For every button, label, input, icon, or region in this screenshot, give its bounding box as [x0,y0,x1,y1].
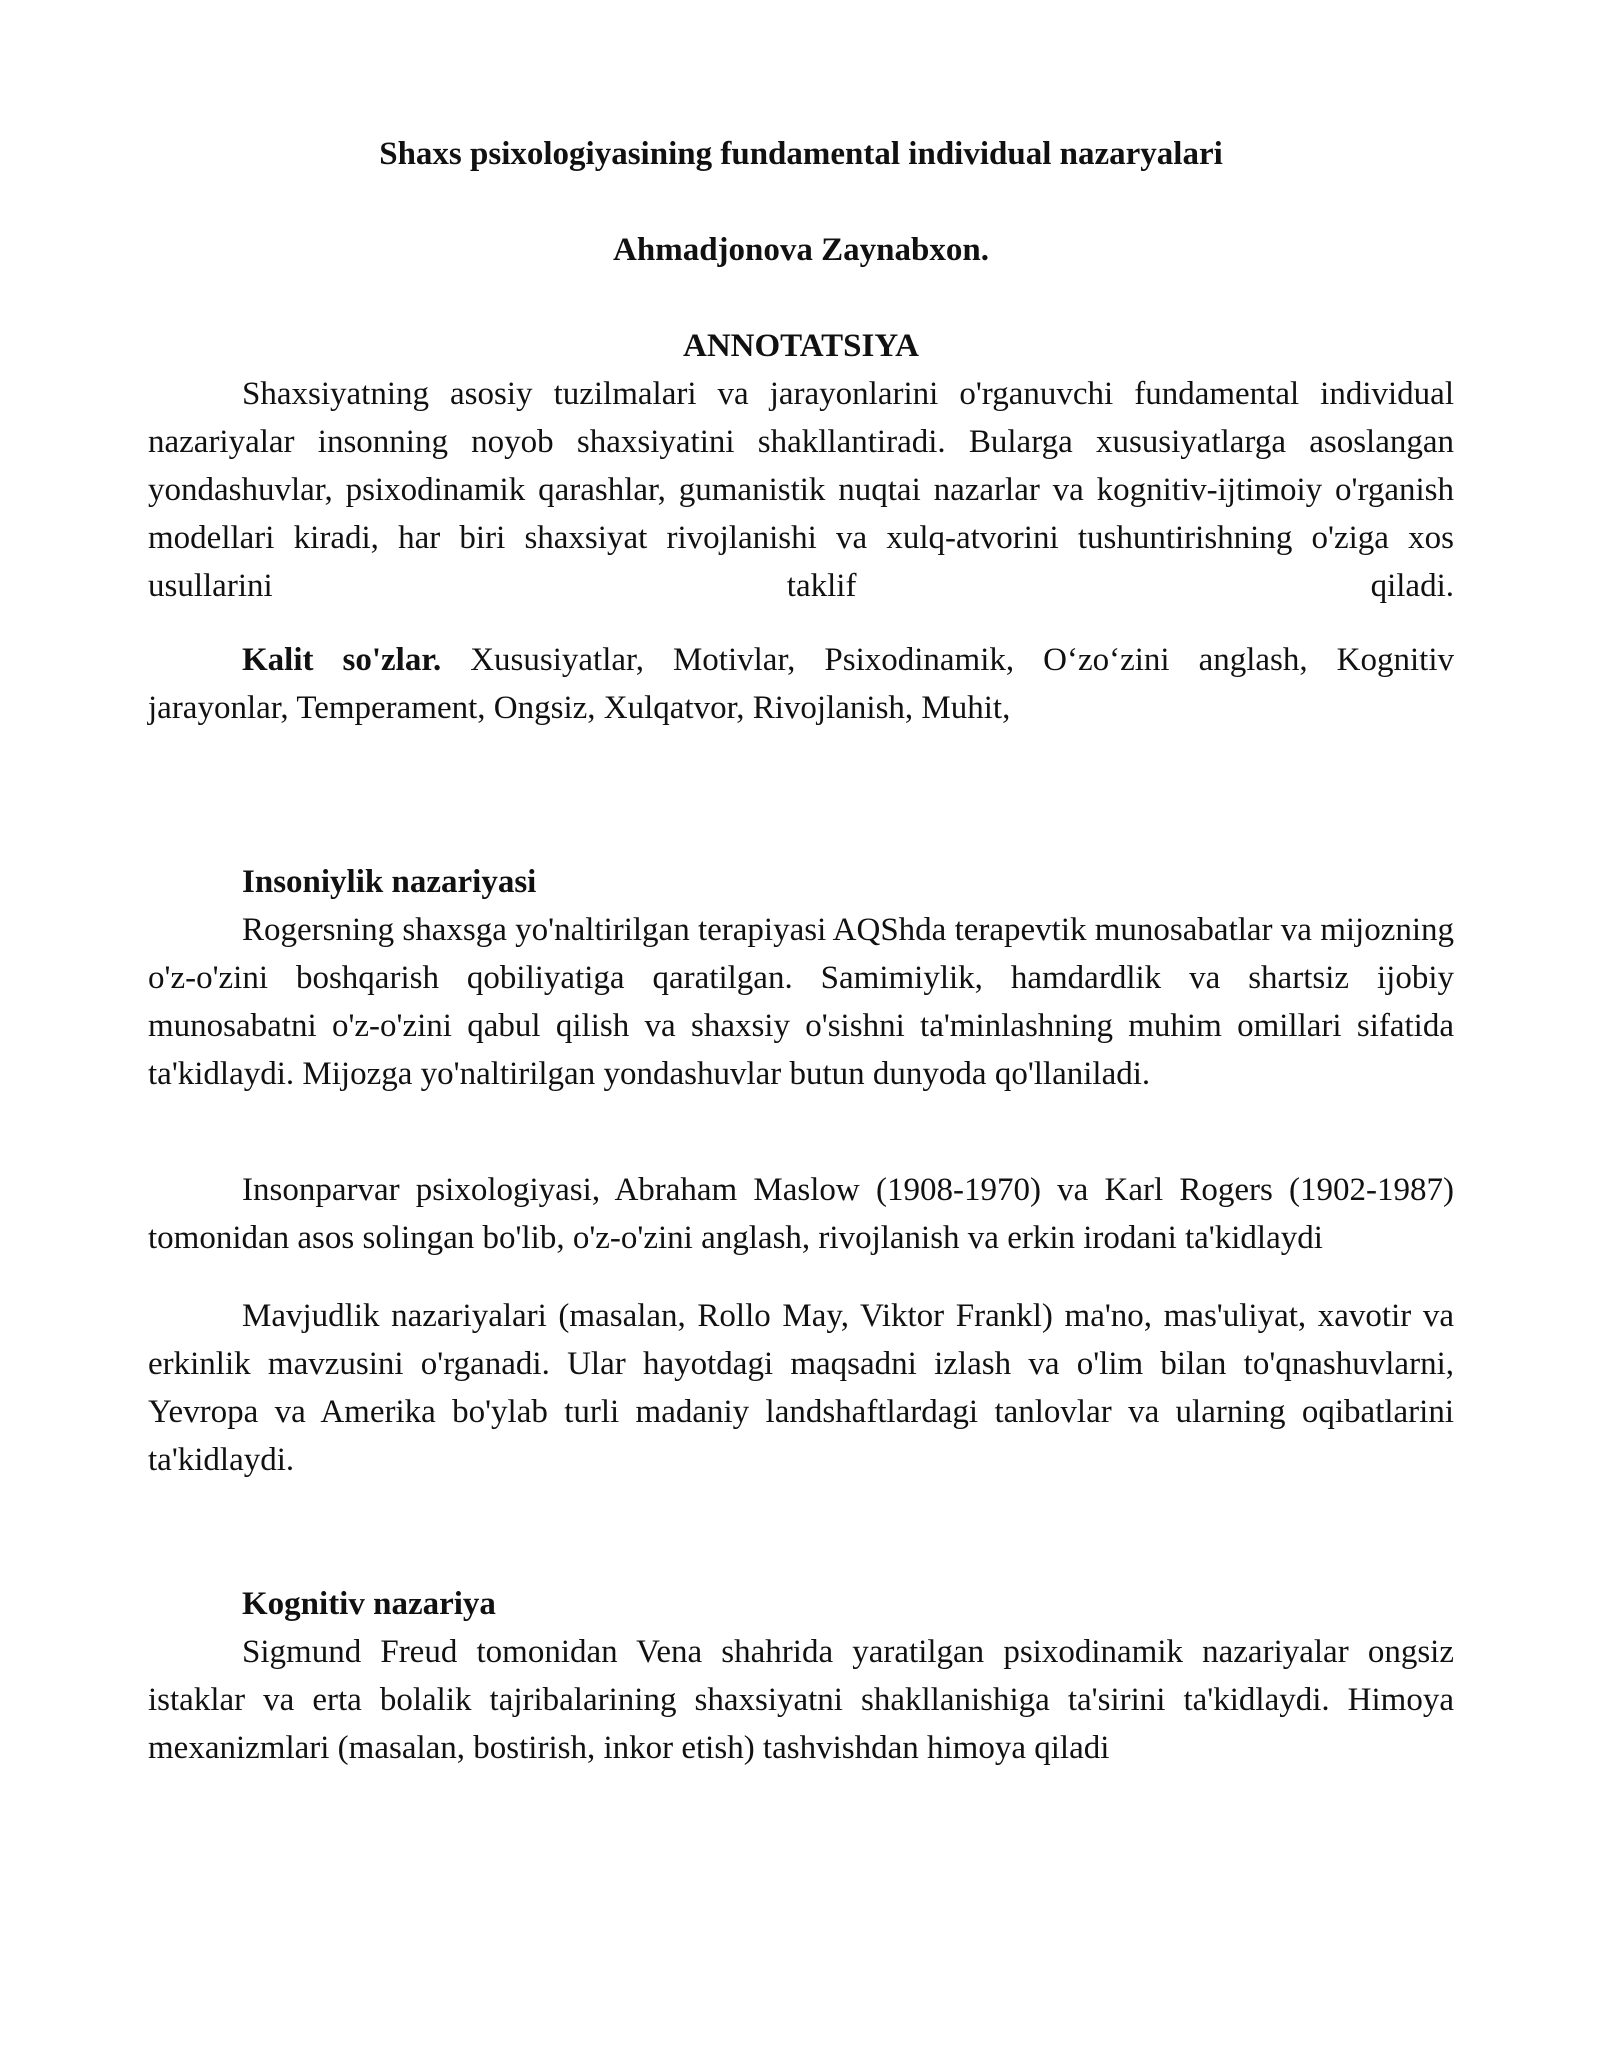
annotation-paragraph: Shaxsiyatning asosiy tuzilmalari va jarayonlarini o'rganuvchi fundamental individual nazariyalar insonning noyob shaxsiyatini shakllantiradi. Bularga xususiyatlarga asoslangan yondashuvlar, psixodinamik qarashlar, gumanistik nuqtai nazarlar va kognitiv-ijtimoiy o'rganish modellari kiradi, har biri shaxsiyat rivojlanishi va xulq-atvorini tushuntirishning o'ziga xos usullarini taklif qiladi. [148,376,1454,604]
document-content [148,130,1454,1772]
section1-paragraph-1: Rogersning shaxsga yo'naltirilgan terapiyasi AQShda terapevtik munosabatlar va mijozning o'z-o'zini boshqarish qobiliyatiga qaratilgan. Samimiylik, hamdardlik va shartsiz ijobiy munosabatni o'z-o'zini qabul qilish va shaxsiy o'sishni ta'minlashning muhim omillari sifatida ta'kidlaydi. Mijozga yo'naltirilgan yondashuvlar butun dunyoda qo'llaniladi. [148,912,1455,1092]
keywords-list: Xususiyatlar, Motivlar, Psixodinamik, O‘zo‘zini anglash, Kognitiv jarayonlar, Temperament, Ongsiz, Xulqatvor, Rivojlanish, Muhit, [148,642,1454,726]
section1-paragraph-2: Insonparvar psixologiyasi, Abraham Maslow (1908-1970) va Karl Rogers (1902-1987) tomonidan asos solingan bo'lib, o'z-o'zini anglash, rivojlanish va erkin irodani ta'kidlaydi [148,1172,1454,1256]
author-name: Ahmadjonova Zaynabxon. [613,232,989,268]
keywords-label: Kalit so'zlar. [242,642,442,678]
document-title: Shaxs psixologiyasining fundamental individual nazaryalari [379,136,1223,172]
annotation-heading: ANNOTATSIYA [683,328,919,364]
keywords-paragraph [148,636,1454,732]
section-heading-insoniylik: Insoniylik nazariyasi [242,864,537,900]
section2-paragraph-1: Sigmund Freud tomonidan Vena shahrida yaratilgan psixodinamik nazariyalar ongsiz istaklar va erta bolalik tajribalarining shaxsiyatni shakllanishiga ta'sirini ta'kidlaydi. Himoya mexanizmlari (masalan, bostirish, inkor etish) tashvishdan himoya qiladi [148,1634,1454,1766]
section-heading-kognitiv: Kognitiv nazariya [242,1586,496,1622]
section1-paragraph-3: Mavjudlik nazariyalari (masalan, Rollo May, Viktor Frankl) ma'no, mas'uliyat, xavotir va erkinlik mavzusini o'rganadi. Ular hayotdagi maqsadni izlash va o'lim bilan to'qnashuvlarni, Yevropa va Amerika bo'ylab turli madaniy landshaftlardagi tanlovlar va ularning oqibatlarini ta'kidlaydi. [148,1298,1454,1478]
